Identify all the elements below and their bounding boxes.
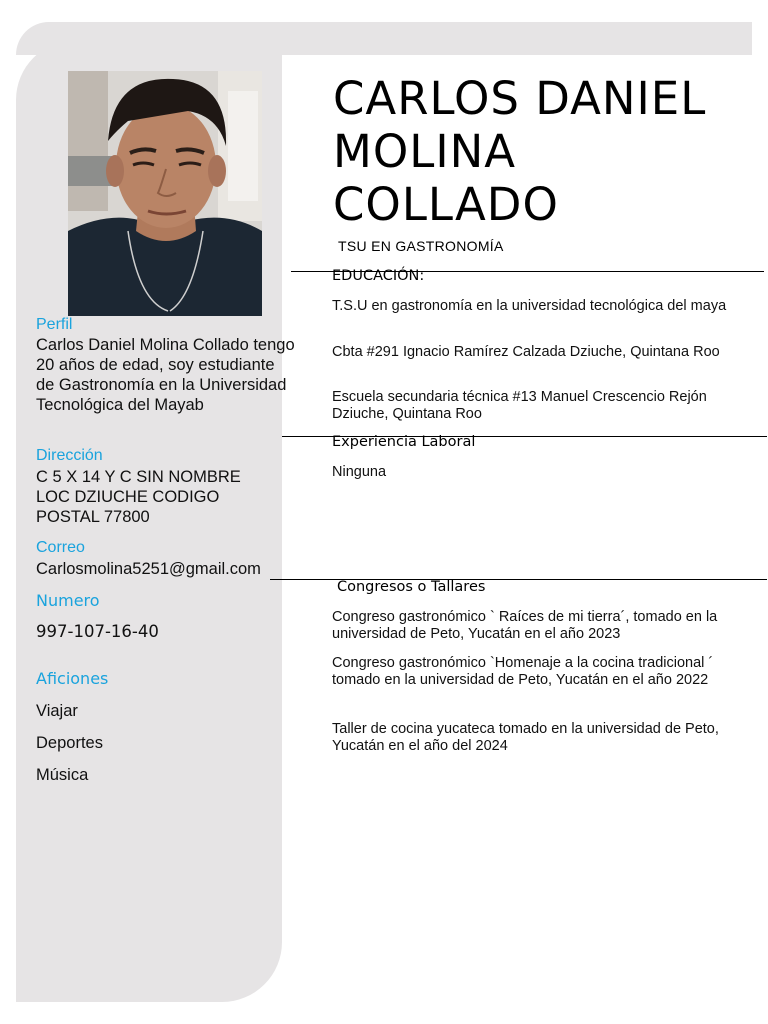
congress-item: Congreso gastronómico ` Raíces de mi tierra´, tomado en la universidad de Peto, Yucatán en el año 2023: [332, 609, 718, 642]
perfil-text: Carlos Daniel Molina Collado tengo 20 años de edad, soy estudiante de Gastronomía en la Universidad Tecnológica del Mayab: [36, 336, 295, 414]
aficion-item: Música: [36, 766, 89, 784]
congress-item: Congreso gastronómico `Homenaje a la cocina tradicional ´ tomado en la universidad de Peto, Yucatán en el año 2022: [332, 655, 714, 688]
numero-phone: 997-107-16-40: [36, 622, 159, 641]
experience-title: Experiencia Laboral: [332, 434, 476, 450]
education-item: Cbta #291 Ignacio Ramírez Calzada Dziuche, Quintana Roo: [332, 344, 720, 360]
profile-photo-illustration: [68, 71, 262, 316]
education-item: T.S.U en gastronomía en la universidad tecnológica del maya: [332, 298, 727, 314]
full-name: [333, 72, 753, 231]
education-item: Escuela secundaria técnica #13 Manuel Crescencio Rejón Dziuche, Quintana Roo: [332, 389, 707, 422]
aficion-item: Viajar: [36, 702, 78, 720]
aficion-item: Deportes: [36, 734, 103, 752]
education-title: EDUCACIÓN:: [332, 268, 425, 284]
experience-item: Ninguna: [332, 464, 387, 480]
congress-item: Taller de cocina yucateca tomado en la universidad de Peto, Yucatán en el año del 2024: [332, 721, 719, 754]
name-line: MOLINA: [333, 125, 517, 178]
name-line: CARLOS DANIEL: [333, 72, 707, 125]
correo-email: Carlosmolina5251@gmail.com: [36, 560, 261, 578]
direccion-heading: Dirección: [36, 447, 103, 464]
perfil-heading: Perfil: [36, 316, 73, 333]
name-line: COLLADO: [333, 178, 559, 231]
correo-heading: Correo: [36, 539, 85, 556]
numero-heading: Numero: [36, 591, 100, 610]
profile-photo: [68, 71, 262, 316]
congresses-title: Congresos o Tallares: [337, 579, 486, 595]
job-title: TSU EN GASTRONOMÍA: [338, 238, 504, 254]
aficiones-heading: Aficiones: [36, 669, 109, 688]
direccion-text: C 5 X 14 Y C SIN NOMBRE LOC DZIUCHE CODIGO POSTAL 77800: [36, 468, 241, 526]
